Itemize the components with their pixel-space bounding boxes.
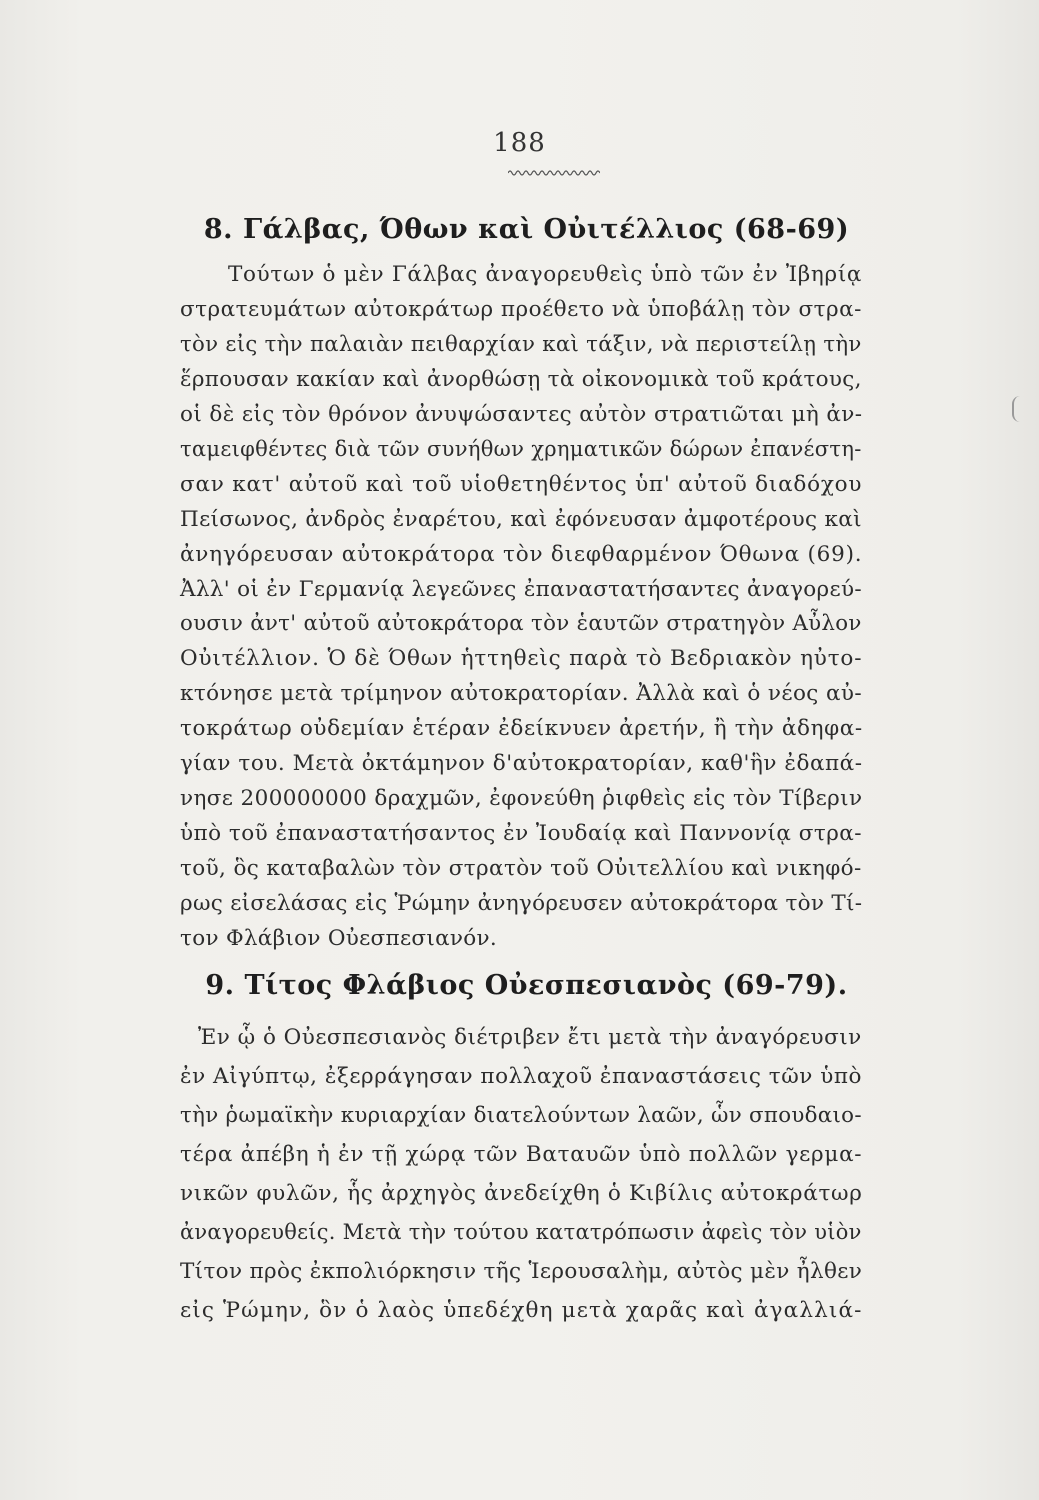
paragraph-line: οἱ δὲ εἰς τὸν θρόνον ἀνυψώσαντες αὐτὸν στρατιῶται μὴ ἀν- [180, 402, 863, 427]
paragraph-line: Τίτον πρὸς ἐκπολιόρκησιν τῆς Ἱερουσαλὴμ, αὐτὸς μὲν ἦλθεν [180, 1259, 863, 1284]
paragraph-line: στρατευμάτων αὐτοκράτωρ προέθετο νὰ ὑποβάλῃ τὸν στρα- [180, 297, 862, 322]
paragraph-line: κτόνησε μετὰ τρίμηνον αὐτοκρατορίαν. Ἀλλὰ καὶ ὁ νέος αὐ- [180, 681, 863, 706]
paragraph-line: ὑπὸ τοῦ ἐπαναστατήσαντος ἐν Ἰουδαίᾳ καὶ Παννονίᾳ στρα- [180, 821, 863, 846]
paragraph-line: σαν κατ' αὐτοῦ καὶ τοῦ υἱοθετηθέντος ὑπ' αὐτοῦ διαδόχου [180, 472, 863, 497]
paragraph-line: γίαν του. Μετὰ ὀκτάμηνον δ'αὐτοκρατορίαν, καθ'ἣν ἐδαπά- [180, 751, 863, 776]
paragraph-line: τοῦ, ὃς καταβαλὼν τὸν στρατὸν τοῦ Οὐιτελλίου καὶ νικηφό- [180, 856, 862, 881]
paragraph-line: Ἀλλ' οἱ ἐν Γερμανίᾳ λεγεῶνες ἐπαναστατήσαντες ἀναγορεύ- [180, 577, 862, 602]
paragraph-line: ταμειφθέντες διὰ τῶν συνήθων χρηματικῶν δώρων ἐπανέστη- [180, 437, 862, 462]
paragraph-line: ρως εἰσελάσας εἰς Ῥώμην ἀνηγόρευσεν αὐτοκράτορα τὸν Τί- [180, 891, 863, 916]
paragraph-line: Τούτων ὁ μὲν Γάλβας ἀναγορευθεὶς ὑπὸ τῶν ἐν Ἰβηρίᾳ [228, 262, 863, 287]
paragraph-line: ἀναγορευθείς. Μετὰ τὴν τούτου κατατρόπωσιν ἀφεὶς τὸν υἱὸν [180, 1220, 862, 1245]
section-heading-9: 9. Τίτος Φλάβιος Οὐεσπεσιανὸς (69-79). [205, 970, 848, 1001]
paragraph-line: ουσιν ἀντ' αὐτοῦ αὐτοκράτορα τὸν ἑαυτῶν στρατηγὸν Αὖλον [180, 611, 862, 636]
page-number: 188 [493, 128, 546, 158]
paragraph-line: νησε 200000000 δραχμῶν, ἐφονεύθη ῥιφθεὶς εἰς τὸν Τίβεριν [180, 786, 863, 811]
paragraph-line: εἰς Ῥώμην, ὃν ὁ λαὸς ὑπεδέχθη μετὰ χαρᾶς καὶ ἀγαλλιά- [180, 1298, 863, 1323]
paragraph-line: τοκράτωρ οὐδεμίαν ἑτέραν ἐδείκνυεν ἀρετήν, ἢ τὴν ἀδηφα- [180, 716, 863, 741]
paragraph-line: τέρα ἀπέβη ἡ ἐν τῇ χώρᾳ τῶν Βαταυῶν ὑπὸ πολλῶν γερμα- [180, 1142, 863, 1167]
page-edge-mark [1012, 396, 1024, 422]
paragraph-line: τον Φλάβιον Οὐεσπεσιανόν. [180, 926, 498, 951]
paragraph-line: τὸν εἰς τὴν παλαιὰν πειθαρχίαν καὶ τάξιν, νὰ περιστείλῃ τὴν [180, 332, 862, 357]
paragraph-line: τὴν ῥωμαϊκὴν κυριαρχίαν διατελούντων λαῶν, ὧν σπουδαιο- [180, 1103, 862, 1128]
paragraph-line: ἀνηγόρευσαν αὐτοκράτορα τὸν διεφθαρμένον Όθωνα (69). [180, 542, 863, 567]
paragraph-line: νικῶν φυλῶν, ἧς ἀρχηγὸς ἀνεδείχθη ὁ Κιβίλις αὐτοκράτωρ [180, 1181, 863, 1206]
paragraph-line: ἐν Αἰγύπτῳ, ἐξερράγησαν πολλαχοῦ ἐπαναστάσεις τῶν ὑπὸ [180, 1064, 863, 1089]
paragraph-line: ἕρπουσαν κακίαν καὶ ἀνορθώσῃ τὰ οἰκονομικὰ τοῦ κράτους, [180, 367, 862, 392]
paragraph-line: Πείσωνος, ἀνδρὸς ἐναρέτου, καὶ ἐφόνευσαν ἀμφοτέρους καὶ [180, 507, 862, 532]
paragraph-line: Οὐιτέλλιον. Ὁ δὲ Όθων ἡττηθεὶς παρὰ τὸ Βεδριακὸν ηὐτο- [180, 646, 863, 671]
section-heading-8: 8. Γάλβας, Όθων καὶ Οὐιτέλλιος (68-69) [203, 214, 850, 245]
ornamental-wavy-rule [508, 168, 600, 178]
paragraph-line: Ἐν ᾧ ὁ Οὐεσπεσιανὸς διέτριβεν ἔτι μετὰ τὴν ἀναγόρευσιν [198, 1025, 862, 1050]
